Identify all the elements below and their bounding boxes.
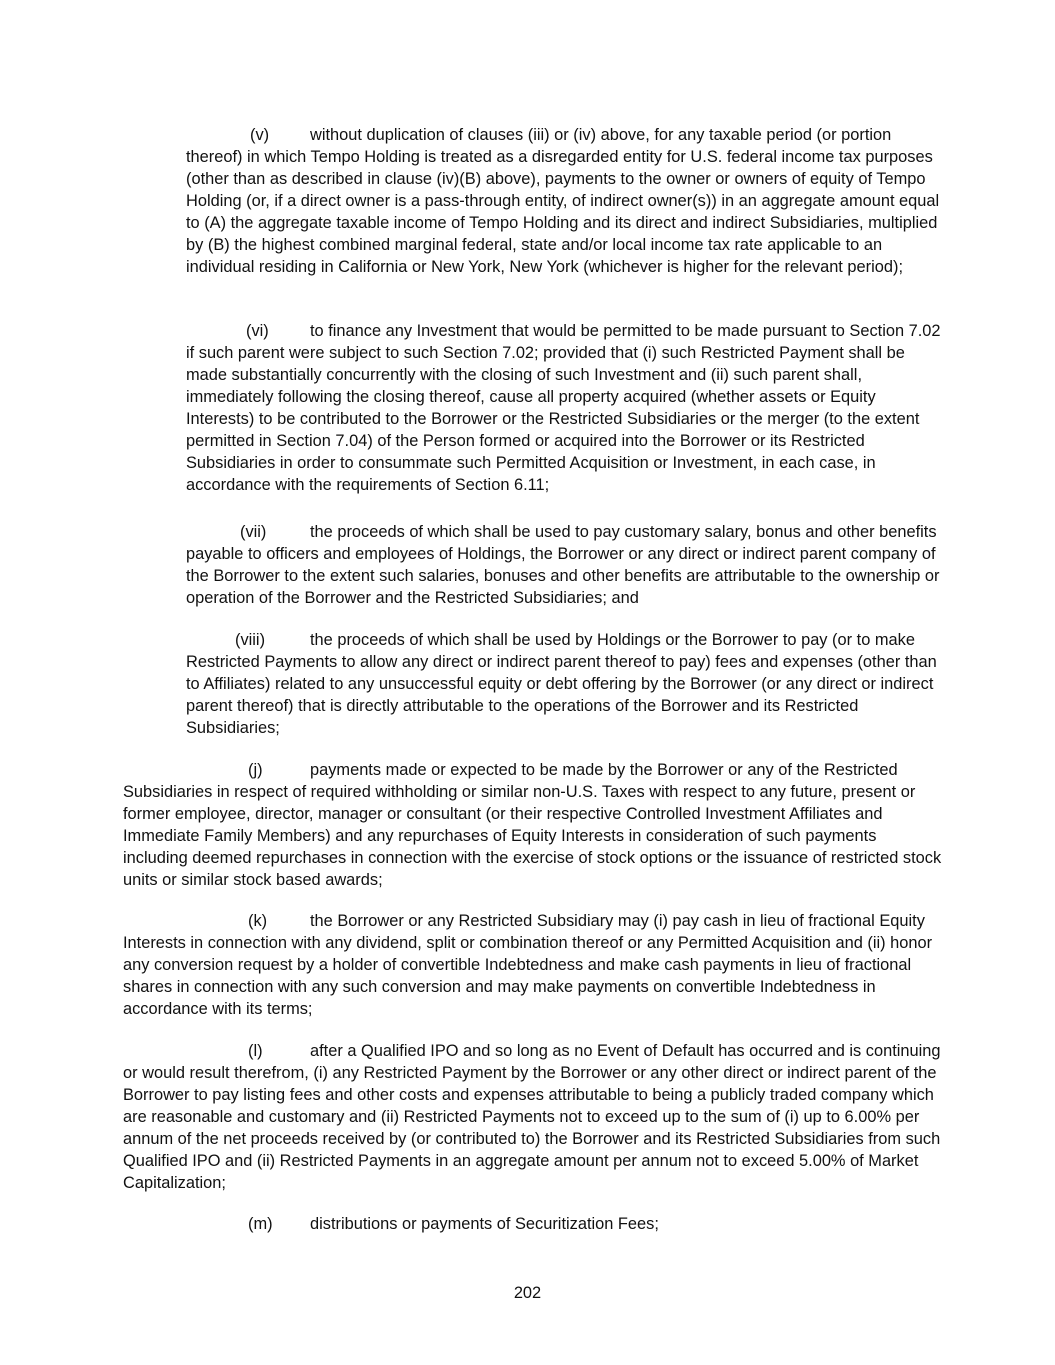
clause-m	[123, 1213, 943, 1235]
clause-text: to finance any Investment that would be permitted to be made pursuant to Section 7.02 if such parent were subject to such Section 7.02; provided that (i) such Restricted Payment shall be made substantially concurrently with the closing of such Investment and (ii) such parent shall, immediately following the closing thereof, cause all property acquired (whether assets or Equity Interests) to be contributed to the Borrower or the Restricted Subsidiaries or the merger (to the extent permitted in Section 7.04) of the Person formed or acquired into the Borrower or its Restricted Subsidiaries in order to consummate such Permitted Acquisition or Investment, in each case, in accordance with the requirements of Section 6.11;	[186, 322, 941, 494]
clause-marker: (v)	[250, 126, 270, 144]
clause-text: after a Qualified IPO and so long as no Event of Default has occurred and is continuing or would result therefrom, (i) any Restricted Payment by the Borrower or any other direct or indirect parent of the Borrower to pay listing fees and other costs and expenses attributable to being a publicly traded company which are reasonable and customary and (ii) Restricted Payments not to exceed up to the sum of (i) up to 6.00% per annum of the net proceeds received by (or contributed to) the Borrower and its Restricted Subsidiaries from such Qualified IPO and (ii) Restricted Payments in an aggregate amount per annum not to exceed 5.00% of Market Capitalization;	[123, 1042, 941, 1192]
clause-marker: (l)	[248, 1042, 263, 1060]
clause-text: the Borrower or any Restricted Subsidiary may (i) pay cash in lieu of fractional Equity Interests in connection with any dividend, split or combination thereof or any Permitted Acquisition and (ii) honor any conversion request by a holder of convertible Indebtedness and make cash payments in lieu of fractional shares in connection with any such conversion and may make payments on convertible Indebtedness in accordance with its terms;	[123, 912, 933, 1018]
page-number: 202	[513, 1284, 542, 1302]
clause-marker: (vi)	[246, 322, 269, 340]
clause-v	[186, 124, 946, 278]
clause-l	[123, 1040, 943, 1194]
clause-marker: (vii)	[240, 523, 267, 541]
clause-marker: (viii)	[235, 631, 266, 649]
clause-marker: (k)	[248, 912, 268, 930]
clause-text: distributions or payments of Securitization Fees;	[310, 1215, 659, 1233]
clause-text: without duplication of clauses (iii) or (iv) above, for any taxable period (or portion thereof) in which Tempo Holding is treated as a disregarded entity for U.S. federal income tax purposes (other than as described in clause (iv)(B) above), payments to the owner or owners of equity of Tempo Holding (or, if a direct owner is a pass-through entity, of indirect owner(s)) in an aggregate amount equal to (A) the aggregate taxable income of Tempo Holding and its direct and indirect Subsidiaries, multiplied by (B) the highest combined marginal federal, state and/or local income tax rate applicable to an individual residing in California or New York, New York (whichever is higher for the relevant period);	[186, 126, 940, 276]
clause-k	[123, 910, 943, 1020]
clause-viii	[186, 629, 946, 739]
clause-vi	[186, 320, 946, 496]
clause-j	[123, 759, 943, 891]
clause-marker: (j)	[248, 761, 263, 779]
clause-text: the proceeds of which shall be used to pay customary salary, bonus and other benefits payable to officers and employees of Holdings, the Borrower or any direct or indirect parent company of the Borrower to the extent such salaries, bonuses and other benefits are attributable to the ownership or operation of the Borrower and the Restricted Subsidiaries; and	[186, 523, 940, 607]
clause-text: payments made or expected to be made by the Borrower or any of the Restricted Subsidiaries in respect of required withholding or similar non-U.S. Taxes with respect to any future, present or former employee, director, manager or consultant (or their respective Controlled Investment Affiliates and Immediate Family Members) and any repurchases of Equity Interests in consideration of such payments including deemed repurchases in connection with the exercise of stock options or the issuance of restricted stock units or similar stock based awards;	[123, 761, 942, 889]
clause-text: the proceeds of which shall be used by Holdings or the Borrower to pay (or to make Restricted Payments to allow any direct or indirect parent thereof to pay) fees and expenses (other than to Affiliates) related to any unsuccessful equity or debt offering by the Borrower (or any direct or indirect parent thereof) that is directly attributable to the operations of the Borrower and its Restricted Subsidiaries;	[186, 631, 937, 737]
clause-marker: (m)	[248, 1215, 273, 1233]
clause-vii	[186, 521, 946, 609]
